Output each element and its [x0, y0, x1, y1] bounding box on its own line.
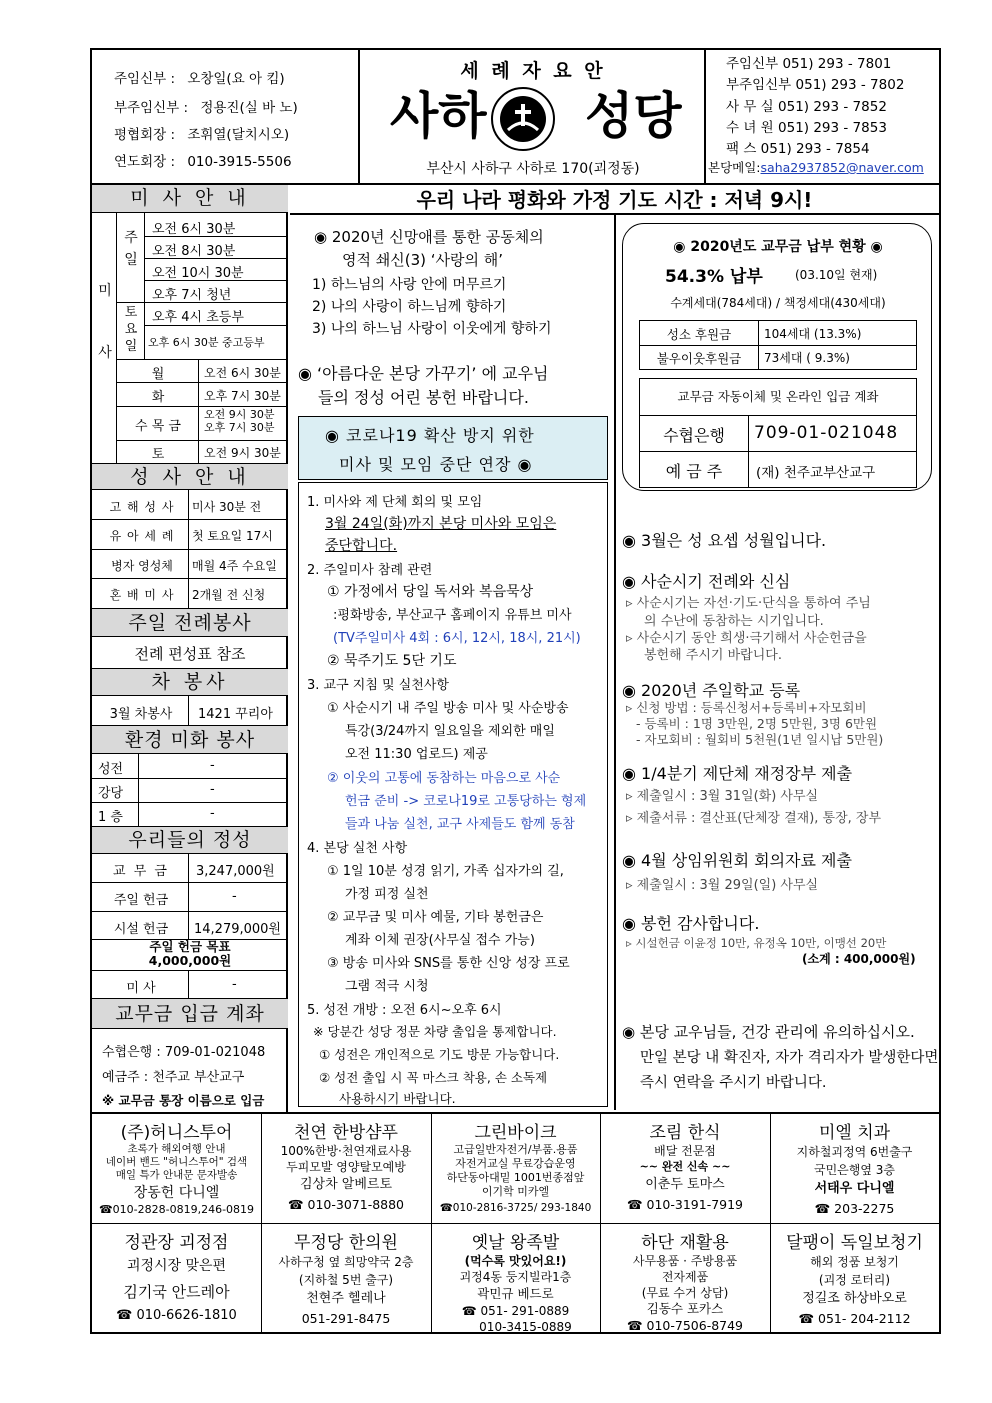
contact-list	[706, 50, 939, 183]
weekday-name: 월	[151, 367, 165, 382]
bank-label: 수협은행	[663, 426, 725, 445]
ad-line: 해외 정품 보청기	[810, 1255, 899, 1269]
notice-text: ▹ 신청 방법 : 등록신청서+등록비+자모회비	[626, 700, 867, 715]
offering-title: 우리들의 정성	[92, 826, 288, 854]
prayer-title: 우리 나라 평화와 가정 기도 시간 : 저녁 9시!	[290, 185, 939, 215]
ad-line: 국민은행옆 3층	[813, 1163, 895, 1177]
notice-text: 영적 쇄신(3) ‘사랑의 해’	[342, 251, 504, 269]
ad-line: 괴정4동 둥지빌라1층	[459, 1270, 572, 1284]
env-row-value: -	[210, 806, 215, 821]
goal-value: 4,000,000원	[148, 953, 232, 968]
ad-line: 고급일반자전거/부품.용품	[453, 1143, 578, 1156]
notice-text: ① 사순시기 내 주일 방송 미사 및 사순방송	[327, 701, 569, 716]
saturday-mass-time: 오후 4시 초등부	[152, 310, 244, 325]
notice-text: 헌금 준비 -> 코로나19로 고통당하는 형제	[345, 794, 587, 809]
account-line: ※ 교무금 통장 이름으로 입금	[102, 1093, 265, 1108]
mass-label: 미 사	[98, 283, 112, 361]
notice-text: 1. 미사와 제 단체 회의 및 모임	[307, 495, 483, 510]
notice-text: 5. 성전 개방 : 오전 6시~오후 6시	[307, 1003, 502, 1018]
ad-name: (주)허니스투어	[120, 1123, 233, 1143]
notice-text: ② 이웃의 고통에 동참하는 마음으로 사순	[327, 771, 561, 786]
sacrament-name: 혼 배 미 사	[109, 588, 175, 602]
ad-line: 초록가 해외여행 안내	[127, 1143, 226, 1155]
ad-name: 천연 한방샴푸	[294, 1123, 398, 1143]
ad-person: 김기국 안드레아	[123, 1283, 230, 1301]
notice-text: ② 묵주기도 5단 기도	[327, 653, 457, 669]
offering-name: 주일 헌금	[113, 893, 169, 908]
notice-text: ◉ 사순시기 전례와 신심	[622, 572, 791, 591]
sunday-mass-time: 오전 10시 30분	[152, 266, 244, 281]
notice-text: 즉시 연락을 주시기 바랍니다.	[640, 1075, 827, 1091]
notice-text: 4. 본당 실천 사항	[307, 841, 408, 856]
liturgy-text: 전례 편성표 참조	[134, 645, 246, 663]
sacrament-value: 첫 토요일 17시	[192, 529, 273, 543]
liturgy-title: 주일 전례봉사	[92, 608, 288, 637]
account-line: 예금주 : 천주교 부산교구	[102, 1070, 245, 1085]
notice-text: ◉ 4월 상임위원회 회의자료 제출	[622, 851, 852, 870]
right-column	[618, 215, 939, 1110]
ad-phone: ☎ 010-3071-8880	[287, 1197, 405, 1212]
support-value: 73세대 ( 9.3%)	[764, 351, 850, 365]
staff-row: 평협회장 : 조휘열(달치시오)	[114, 127, 290, 143]
church-logo	[490, 86, 556, 152]
ad-line: 자전거교실 무료강습운영	[455, 1157, 576, 1170]
notice-text: 만일 본당 내 확진자, 자가 격리자가 발생한다면	[640, 1050, 939, 1066]
ad-phone: ☎ 051- 291-0889	[461, 1304, 570, 1318]
notice-text: ▹ 제출서류 : 결산표(단체장 결재), 통장, 장부	[626, 811, 882, 826]
parish-masthead	[360, 50, 706, 183]
notice-text: (소계 : 400,000원)	[802, 952, 916, 966]
offering-value: 14,279,000원	[194, 922, 281, 937]
ad-phone: ☎ 010-3191-7919	[626, 1197, 744, 1212]
notice-text: :평화방송, 부산교구 홈페이지 유튜브 미사	[333, 608, 572, 623]
sacrament-title: 성 사 안 내	[92, 463, 288, 490]
weekday-name: 토	[151, 447, 165, 462]
weekday-time: 오전 9시 30분	[204, 446, 281, 460]
auto-transfer-table	[639, 378, 917, 488]
ad-block	[92, 1228, 261, 1327]
notice-text: 2) 나의 사랑이 하느님께 향하기	[312, 299, 507, 315]
ad-name: 그린바이크	[474, 1123, 557, 1143]
car-service-label: 3월 차봉사	[109, 707, 173, 722]
dues-title: ◉ 2020년도 교무금 납부 현황 ◉	[673, 239, 883, 255]
notice-text: ◉ 2020년 신망애를 통한 공동체의	[314, 228, 544, 246]
mass-guide-title: 미 사 안 내	[92, 185, 288, 213]
notice-text: ▹ 시설헌금 이윤정 10만, 유정옥 10만, 이맹선 20만	[626, 936, 887, 950]
notice-text: ▹ 사순시기 동안 희생·극기해서 사순헌금을	[626, 631, 867, 646]
ad-name: 조림 한식	[649, 1123, 721, 1143]
notice-text: ◉ ‘아름다운 본당 가꾸기’ 에 교우님	[298, 364, 549, 383]
ad-line: (먹수록 맛있어요!)	[464, 1254, 567, 1268]
notice-text: 계좌 이체 권장(사무실 접수 가능)	[345, 933, 535, 948]
car-service-value: 1421 꾸리아	[198, 707, 273, 722]
ad-block	[770, 1228, 939, 1329]
notice-text: 중단합니다.	[325, 538, 398, 554]
ad-phone: ☎ 051- 204-2112	[798, 1311, 911, 1326]
ad-person: 김상차 알베르토	[299, 1177, 393, 1192]
holder-label: 예 금 주	[665, 462, 723, 481]
ad-line: (지하철 5번 출구)	[298, 1273, 394, 1287]
weekday-name: 수 목 금	[135, 419, 181, 434]
account-title: 교무금 입금 계좌	[92, 998, 288, 1029]
dues-date: (03.10일 현재)	[795, 268, 878, 282]
sacrament-name: 병자 영성체	[111, 559, 173, 573]
weekday-time: 오전 9시 30분 오후 7시 30분	[204, 408, 275, 434]
notice-text: 의 수난에 동참하는 시기입니다.	[644, 614, 824, 629]
staff-list	[92, 50, 360, 183]
contact-row: 팩 스 051) 293 - 7854	[726, 141, 870, 157]
env-row-name: 강당	[98, 786, 124, 801]
notice-text: 2. 주일미사 참례 관련	[307, 563, 433, 578]
ad-line: 사무용품 · 주방용품	[632, 1254, 738, 1268]
ad-person: 이기학 미카엘	[481, 1185, 550, 1198]
contact-row: 수 녀 원 051) 293 - 7853	[726, 120, 887, 136]
homepage-row: 본당메일:saha2937852@naver.com	[708, 160, 924, 175]
ad-person: 서태우 다니엘	[814, 1181, 895, 1196]
notice-text: ◉ 1/4분기 제단체 재정장부 제출	[622, 764, 853, 783]
env-row-value: -	[210, 758, 215, 773]
ad-line: 전자제품	[661, 1270, 709, 1284]
sunday-mass-time: 오전 8시 30분	[152, 244, 236, 259]
mass-offering-label: 미 사	[126, 981, 156, 996]
sunday-mass-time: 오후 7시 청년	[152, 288, 232, 303]
sunday-label: 주 일	[124, 230, 138, 268]
saturday-label: 토 요 일	[124, 305, 138, 354]
env-service-title: 환경 미화 봉사	[92, 725, 288, 754]
ad-phone: ☎ 010-6626-1810	[116, 1308, 237, 1323]
env-row-name: 성전	[98, 762, 124, 777]
notice-text: 그램 적극 시청	[345, 979, 429, 994]
ad-phone: 010-3415-0889	[479, 1320, 572, 1334]
ads-section	[92, 1112, 939, 1332]
notice-text: ② 교무금 및 미사 예물, 기타 봉헌금은	[327, 910, 544, 925]
auto-transfer-title: 교무금 자동이체 및 온라인 입금 계좌	[677, 389, 879, 404]
ad-line: ~~ 완전 신속 ~~	[639, 1160, 731, 1173]
notice-text: 가정 피정 실천	[345, 887, 429, 902]
ad-line: 하단동아대밑 1001번종점앞	[446, 1171, 585, 1184]
notice-text: ▹ 제출일시 : 3월 31일(화) 사무실	[626, 789, 819, 804]
notice-text: (TV주일미사 4회 : 6시, 12시, 18시, 21시)	[333, 631, 581, 646]
ad-name: 무정당 한의원	[294, 1233, 398, 1253]
notice-text: ◉ 본당 교우님들, 건강 관리에 유의하십시오.	[622, 1023, 915, 1041]
ad-person: 곽민규 베드로	[477, 1286, 554, 1301]
homepage-link[interactable]: saha2937852@naver.com	[760, 160, 924, 175]
car-service-title: 차 봉사	[92, 668, 288, 696]
notice-text: ◉ 봉헌 감사합니다.	[622, 914, 760, 933]
notice-text: 3) 나의 하느님 사랑이 이웃에게 향하기	[312, 321, 552, 337]
staff-row: 연도회장 : 010-3915-5506	[114, 154, 292, 170]
ad-line: 지하철괴정역 6번출구	[796, 1145, 913, 1159]
notice-text: 들의 정성 어린 봉헌 바랍니다.	[318, 388, 529, 407]
parish-address: 부산시 사하구 사하로 170(괴정동)	[426, 161, 640, 177]
sacrament-name: 유 아 세 례	[109, 529, 175, 543]
ad-person: 이춘두 토마스	[645, 1177, 725, 1192]
support-name: 불우이웃후원금	[656, 351, 742, 366]
ad-name: 옛날 왕족발	[471, 1233, 560, 1253]
mass-offering-value: -	[232, 977, 237, 992]
notice-text: ② 성전 출입 시 꼭 마스크 착용, 손 소독제	[319, 1070, 548, 1085]
notice-text: - 등록비 : 1명 3만원, 2명 5만원, 3명 6만원	[636, 716, 878, 731]
weekday-time: 오후 7시 30분	[204, 389, 281, 403]
ad-line: 사하구청 옆 희망약국 2층	[278, 1255, 414, 1269]
parish-name-left: 사하	[390, 87, 487, 145]
offering-name: 시설 헌금	[113, 922, 169, 937]
ad-block	[600, 1118, 770, 1215]
contact-row: 주임신부 051) 293 - 7801	[726, 56, 892, 72]
ad-name: 하단 재활용	[641, 1233, 729, 1253]
ad-phone: ☎ 203-2275	[814, 1201, 895, 1216]
notice-text: ※ 당분간 성당 정문 차량 출입을 통제합니다.	[313, 1024, 557, 1039]
ad-block	[431, 1118, 600, 1217]
weekday-name: 화	[151, 390, 165, 405]
ad-name: 미엘 치과	[818, 1123, 891, 1143]
notice-text: 봉헌해 주시기 바랍니다.	[644, 648, 782, 663]
dues-box	[622, 223, 932, 491]
staff-row: 부주임신부 : 정용진(실 바 노)	[114, 100, 298, 116]
notice-text: - 자모회비 : 월회비 5천원(1년 일시납 5만원)	[636, 732, 884, 747]
notice-text: ③ 방송 미사와 SNS를 통한 신앙 성장 프로	[327, 956, 570, 971]
ad-phone: ☎010-2816-3725/ 293-1840	[439, 1202, 592, 1214]
notice-text: 들과 나눔 실천, 교구 사제들도 함께 동참	[345, 817, 575, 832]
ad-line: 네이버 밴드 "허니스투어" 검색	[105, 1156, 248, 1168]
ad-phone: ☎ 010-7506-8749	[626, 1318, 744, 1333]
notice-text: 오전 11:30 업로드) 제공	[345, 747, 488, 762]
support-name: 성소 후원금	[666, 327, 732, 342]
corona-title-box	[298, 416, 608, 480]
sacrament-name: 고 해 성 사	[109, 500, 175, 514]
account-line: 수협은행 : 709-01-021048	[102, 1045, 266, 1060]
env-row-value: -	[210, 782, 215, 797]
ad-person: 천현주 헬레나	[306, 1291, 386, 1306]
ad-person: 정길조 하상바오로	[802, 1291, 907, 1306]
dues-sub: 수계세대(784세대) / 책정세대(430세대)	[670, 296, 886, 310]
ad-block	[770, 1118, 939, 1219]
ad-line: 매일 특가 안내문 문자발송	[115, 1169, 238, 1181]
sacrament-value: 미사 30분 전	[192, 500, 262, 514]
ad-line: 배달 전문점	[654, 1144, 716, 1158]
ad-line: 두피모발 영양탈모예방	[286, 1160, 406, 1174]
notice-text: 사용하시기 바랍니다.	[339, 1091, 456, 1106]
offering-value: -	[232, 889, 237, 904]
ad-name: 달팽이 독일보청기	[786, 1233, 923, 1253]
left-column	[92, 185, 288, 1112]
ad-phone: 051-291-8475	[301, 1311, 391, 1326]
corona-title: ◉ 코로나19 확산 방지 위한	[325, 426, 535, 445]
ad-line: 100%한방·천연재료사용	[280, 1144, 412, 1158]
contact-row: 부주임신부 051) 293 - 7802	[726, 77, 905, 93]
notice-text: ◉ 2020년 주일학교 등록	[622, 681, 801, 700]
notice-text: ▹ 사순시기는 자선·기도·단식을 통하여 주님	[626, 596, 871, 611]
contact-row: 사 무 실 051) 293 - 7852	[726, 99, 887, 115]
goal-label: 주일 헌금 목표	[149, 939, 231, 954]
notice-text: ① 1일 10분 성경 읽기, 가족 십자가의 길,	[327, 864, 564, 879]
corona-title: 미사 및 모임 중단 연장 ◉	[339, 455, 533, 474]
ad-block	[92, 1118, 261, 1218]
sacrament-value: 매월 4주 수요일	[192, 559, 277, 573]
notice-text: ① 가정에서 당일 독서와 복음묵상	[327, 584, 534, 600]
ad-block	[261, 1228, 431, 1329]
support-value: 104세대 (13.3%)	[764, 327, 862, 341]
dues-percent: 54.3% 납부	[665, 267, 763, 287]
notice-text: 특강(3/24까지 일요일을 제외한 매일	[345, 724, 555, 739]
ad-block	[261, 1118, 431, 1215]
middle-column	[290, 215, 616, 1110]
sunday-mass-time: 오전 6시 30분	[152, 222, 236, 237]
ad-block	[600, 1228, 770, 1335]
parish-top: 세 례 자 요 안	[460, 60, 606, 82]
ad-phone: ☎010-2828-0819,246-0819	[98, 1203, 255, 1216]
ad-line: (무료 수거 상담)	[641, 1286, 729, 1300]
support-table	[639, 320, 917, 370]
saturday-mass-time: 오후 6시 30분 중고등부	[148, 336, 265, 349]
holder-value: (재) 천주교부산교구	[756, 465, 876, 481]
env-row-name: 1 층	[98, 810, 123, 825]
notice-text: ① 성전은 개인적으로 기도 방문 가능합니다.	[319, 1047, 560, 1062]
offering-value: 3,247,000원	[196, 864, 275, 879]
weekday-time: 오전 6시 30분	[204, 366, 281, 380]
parish-name-right: 성당	[585, 87, 682, 145]
notice-text: ◉ 3월은 성 요셉 성월입니다.	[622, 531, 827, 550]
ad-person: 장동헌 다니엘	[133, 1185, 220, 1201]
ad-line: 괴정시장 맞은편	[126, 1258, 227, 1274]
staff-row: 주임신부 : 오창일(요 아 킴)	[114, 71, 285, 87]
corona-body-box	[298, 482, 608, 1107]
ad-line: (괴정 로터리)	[818, 1273, 891, 1287]
notice-text: 1) 하느님의 사랑 안에 머무르기	[312, 277, 507, 293]
notice-text: 3월 24일(화)까지 본당 미사와 모임은	[325, 516, 557, 532]
bank-value: 709-01-021048	[754, 423, 899, 443]
offering-name: 교 무 금	[113, 864, 169, 879]
ad-block	[431, 1228, 600, 1335]
notice-text: ▹ 제출일시 : 3월 29일(일) 사무실	[626, 878, 819, 893]
notice-text: 3. 교구 지침 및 실천사항	[307, 678, 449, 693]
sacrament-value: 2개월 전 신청	[192, 588, 266, 602]
ad-name: 정관장 괴정점	[124, 1233, 229, 1253]
ad-person: 김동수 포카스	[646, 1301, 724, 1316]
